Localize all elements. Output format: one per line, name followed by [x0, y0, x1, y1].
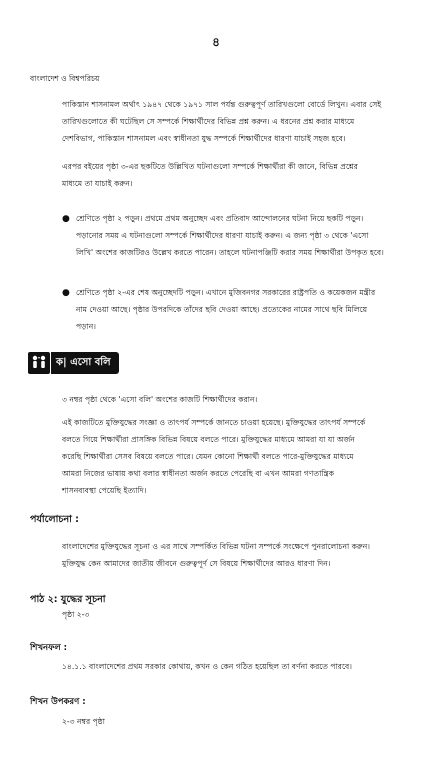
text-line: তারিখগুলোতে কী ঘটেছিল সে সম্পর্কে শিক্ষার্থীদের বিভিন্ন প্রশ্ন করুন। এ ধরনের প্রশ্ন করার মাধ্যমে — [62, 117, 355, 126]
bullet-dot-icon: ● — [62, 214, 70, 224]
intro-paragraph-2 — [62, 158, 358, 192]
outcome-heading: শিখনফল : — [30, 643, 68, 653]
material-text: ২-৩ নম্বর পৃষ্ঠা — [62, 717, 105, 726]
text-line: বাংলাদেশের মুক্তিযুদ্ধের সূচনা ও এর সাথে সম্পর্কিত বিভিন্ন ঘটনা সম্পর্কে সংক্ষেপে পুনরালোচনা করুন। — [62, 542, 370, 551]
outcome-text: ১৪.১.১ বাংলাদেশের প্রথম সরকার কোথায়, কখন ও কেন গঠিত হয়েছিল তা বর্ণনা করতে পারবে। — [62, 662, 352, 671]
text-line: লিখি' অংশের কাজটিরও উল্লেখ করতে পারেন। তাহলে ঘটনাপঞ্জিটি করার সময় শিক্ষার্থীরা উপকৃত হবে। — [76, 248, 384, 257]
speaking-people-icon — [28, 352, 50, 374]
text-line: শ্রেণিতে পৃষ্ঠা ২ পড়ুন। প্রথমে প্রথম অনুচ্ছেদ এবং প্রতিবাদ আন্দোলনের ঘটনা নিয়ে ছকটি পড়ুন। — [76, 214, 364, 223]
text-line: দেশবিভাগ, পাকিস্তান শাসনামল এবং স্বাধীনতা যুদ্ধ সম্পর্কে শিক্ষার্থীদের ধারণা যাচাই সহজ হবে। — [62, 134, 346, 143]
text-line: আমরা নিজের ভাষায় কথা বলার স্বাধীনতা অর্জন করতে পেরেছি বা এখন আমরা গণতান্ত্রিক — [62, 469, 335, 478]
lesson-pages: পৃষ্ঠা ২-৩ — [62, 610, 90, 619]
bullet-dot-icon: ● — [62, 288, 70, 298]
text-line: এরপর বইয়ের পৃষ্ঠা ৩-এর ছকটিতে উল্লিখিত ঘটনাগুলো সম্পর্কে শিক্ষার্থীরা কী জানে, বিভিন্ন প্রশ্নের — [62, 162, 358, 171]
speak-paragraph-2 — [62, 414, 365, 499]
text-line: করেছি শিক্ষার্থীরা সেসব বিষয়ে বলতে পারে। যেমন কোনো শিক্ষার্থী বলতে পারে-মুক্তিযুদ্ধের মাধ্যমে — [62, 452, 354, 461]
text-line: মুক্তিযুদ্ধ কেন আমাদের জাতীয় জীবনে গুরুত্বপূর্ণ সে বিষয়ে শিক্ষার্থীদের আরও ধারণা দিন। — [62, 559, 331, 568]
text-line: এই কাজটিতে মুক্তিযুদ্ধের সংজ্ঞা ও তাৎপর্য সম্পর্কে জানতে চাওয়া হয়েছে। মুক্তিযুদ্ধের তাৎপর্য সম্পর্কে — [62, 418, 366, 427]
text-line: পড়ান। — [76, 322, 97, 331]
review-heading: পর্যালোচনা : — [30, 514, 79, 525]
text-line: বলতে গিয়ে শিক্ষার্থীরা প্রাসঙ্গিক বিভিন্ন বিষয়ে বলতে পারে। মুক্তিযুদ্ধের মাধ্যমে আমরা যা যা অর্জন — [62, 435, 355, 444]
material-heading: শিখন উপকরণ : — [30, 697, 86, 707]
text-line: নাম দেওয়া আছে। পৃষ্ঠার উপরদিকে তাঁদের ছবি দেওয়া আছে। প্রত্যেকের নামের সাথে ছবি মিলিয়ে — [76, 305, 368, 314]
review-paragraph — [62, 538, 370, 572]
running-head: বাংলাদেশ ও বিশ্বপরিচয় — [30, 74, 100, 83]
text-line: পড়ানোর সময় এ ঘটনাগুলো সম্পর্কে শিক্ষার্থীদের ধারণা যাচাই করুন। এ জন্য পৃষ্ঠা ৩ থেকে 'এসো — [76, 231, 369, 240]
speak-paragraph-1: ৩ নম্বর পৃষ্ঠা থেকে 'এসো বলি' অংশের কাজটি শিক্ষার্থীদের করান। — [62, 395, 258, 404]
bullet-item-1 — [76, 210, 384, 261]
text-line: পাকিস্তান শাসনামল অর্থাৎ ১৯৪৭ থেকে ১৯৭১ সাল পর্যন্ত গুরুত্বপূর্ণ তারিখগুলো বোর্ডে লিখুন। এবার সেই — [62, 100, 382, 109]
bullet-item-2 — [76, 284, 375, 335]
text-line: শাসনব্যবস্থা পেয়েছি ইত্যাদি। — [62, 486, 147, 495]
intro-paragraph-1 — [62, 96, 381, 147]
text-line: শ্রেণিতে পৃষ্ঠা ২-এর শেষ অনুচ্ছেদটি পড়ুন। এখানে মুজিবনগর সরকারের রাষ্ট্রপতি ও কয়েকজন মন্ত্রীর — [76, 288, 376, 297]
page-number: ৪ — [212, 35, 220, 49]
lesson-heading: পাঠ ২: যুদ্ধের সূচনা — [30, 594, 106, 605]
section-label-speak: ক| এসো বলি — [51, 352, 119, 374]
text-line: মাধ্যমে তা যাচাই করুন। — [62, 179, 133, 188]
